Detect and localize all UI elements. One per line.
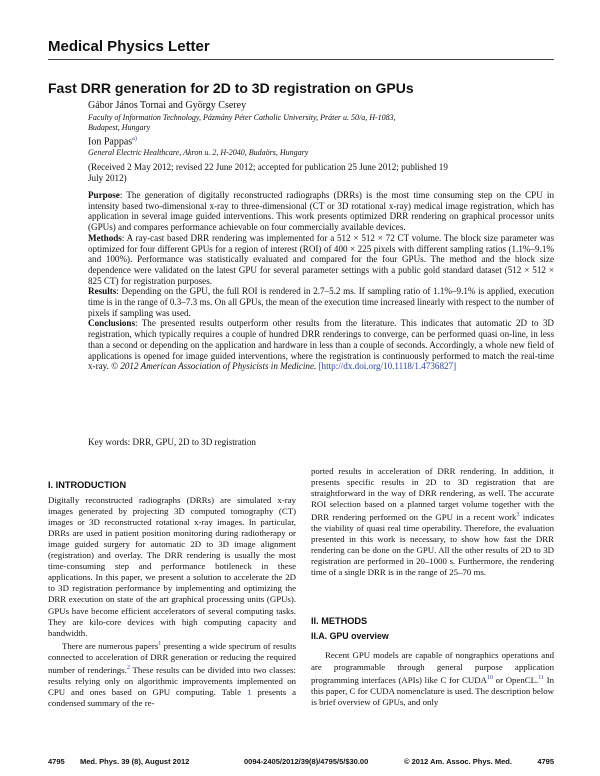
table-1-link[interactable]: 1 <box>246 686 252 697</box>
purpose-text: : The generation of digitally reconstructed radiographs (DRRs) is the most time consuming step on the CPU in intensity based two-dimensional x-ray to three-dimensional (CT or 3D rotational x-ray) medical image registration, which has application in several image guided interventions. This work presents optimized DRR rendering on graphical processor units (GPUs) and compares performance achievable on four commercially available devices. <box>88 190 554 233</box>
intro-p2-d: presents a condensed summary of the re- <box>48 686 296 708</box>
received-line2: July 2012) <box>88 172 127 183</box>
right-p1-a: ported results in acceleration of DRR rendering. In addition, it presents specific results in 2D to 3D registration that are straightforward in the way of DRR rendering, as well. The accurate ROI selection based on a planned target volume together with the DRR rendering performed on the GPU in a recent work <box>311 466 554 523</box>
footer-copyright: © 2012 Am. Assoc. Phys. Med. <box>404 757 512 766</box>
intro-paragraph-1: Digitally reconstructed radiographs (DRRs) are simulated x-ray images generated by projecting 3D computed tomography (CT) images or 3D reconstructed rotational x-ray images. In particular, DRRs are used in patient position monitoring during radiotherapy or image guided surgery for automatic 2D to 3D image alignment (registration) and overlay. The DRR rendering is usually the most time-consuming step and performance bottleneck in these applications. In this paper, we present a solution to accelerate the 2D to 3D registration performance by implementing and optimizing the DRR execution on state of the art graphical processing units (GPUs). GPUs have become efficient accelerators of several computing tasks. They are kilo-core devices with high computing capacity and bandwidth. <box>48 495 296 638</box>
affiliation-1 <box>88 113 518 133</box>
left-column <box>48 480 296 709</box>
ref-11-link[interactable]: 11 <box>538 674 544 681</box>
methods-p1-b: or OpenCL. <box>492 674 539 685</box>
abstract-copyright: © 2012 American Association of Physicists in Medicine. <box>111 361 317 372</box>
intro-p2-c: These results can be divided into two classes: results relying only on algorithmic improvements implemented on CPU and ones based on GPU computing. Table <box>48 664 296 697</box>
received-dates <box>88 162 554 183</box>
abstract-conclusions <box>88 318 554 372</box>
subsection-gpu-overview-heading: II.A. GPU overview <box>311 631 389 642</box>
article-title: Fast DRR generation for 2D to 3D registration on GPUs <box>48 80 414 96</box>
affiliation-2: General Electric Healthcare, Akron u. 2, H-2040, Budaörs, Hungary <box>88 148 309 157</box>
author-names-2 <box>88 136 137 147</box>
abstract <box>88 190 554 372</box>
affiliation-1-line2: Budapest, Hungary <box>88 123 151 132</box>
ref-2-link[interactable]: 2 <box>126 664 130 671</box>
conclusions-text: : The presented results outperform other results from the literature. This indicates that automatic 2D to 3D registration, which typically requires a couple of hundred DRR renderings to converge, can be performed quasi on-line, in less than a second or depending on the application and hardware in less than a couple of seconds. Accordingly, a whole new field of applications is opened for image guided interventions, where the registration is continuously performed to match the real-time x-ray. <box>88 318 554 372</box>
footer-page-right: 4795 <box>537 757 554 766</box>
keywords: Key words: DRR, GPU, 2D to 3D registration <box>88 437 256 447</box>
right-paragraph-1 <box>311 466 554 578</box>
results-text: : Depending on the GPU, the full ROI is rendered in 2.7–5.2 ms. If sampling ratio of 1.1%–9.1% is applied, execution time is in the range of 0.3–7.3 ms. On all GPUs, the mean of the execution time increased linearly with respect to the number of pixels if sampling was used. <box>88 286 554 318</box>
received-line1: (Received 2 May 2012; revised 22 June 2012; accepted for publication 25 June 2012; published 19 <box>88 162 448 172</box>
conclusions-label: Conclusions <box>88 318 136 329</box>
author-2: Ion Pappas <box>88 136 133 148</box>
footer-page-left: 4795 <box>48 757 65 766</box>
abstract-results <box>88 286 554 318</box>
ref-1-link[interactable]: 1 <box>158 640 162 647</box>
footer-journal-ref: Med. Phys. 39 (8), August 2012 <box>80 757 190 766</box>
abstract-methods <box>88 233 554 287</box>
ref-3-link[interactable]: 3 <box>516 512 520 519</box>
methods-text: : A ray-cast based DRR rendering was implemented for a 512 × 512 × 72 CT volume. The block size parameter was optimized for four different GPUs for a region of interest (ROI) of 400 × 225 pixels with different sampling ratios (1.1%–9.1% and 100%). Performance was statistically evaluated and compared for the four GPUs. The method and the block size dependence were validated on the latest GPU for several parameter settings with a public gold standard dataset (512 × 512 × 825 CT) for registration purposes. <box>88 232 554 286</box>
right-p1-b: indicates the viability of quasi real time operability. Therefore, the evaluation presented in this work is necessary, to show how fast the DRR rendering can be done on the GPU. All the other results of 2D to 3D registration are performed in 20–1000 s. Furthermore, the rendering time of a single DRR is in the range of 25–70 ms. <box>311 512 554 578</box>
intro-p2-a: There are numerous papers <box>62 640 159 651</box>
purpose-label: Purpose <box>88 190 120 200</box>
affiliation-1-line1: Faculty of Information Technology, Pázmány Péter Catholic University, Práter u. 50/a, H-1083, <box>88 113 396 122</box>
intro-p2-b: presenting a wide spectrum of results connected to acceleration of DRR generation or reducing the required number of renderings. <box>48 640 296 675</box>
results-label: Results <box>88 286 117 297</box>
methods-p1-a: Recent GPU models are capable of nongraphics operations and are programmable through general purpose application programming interfaces (APIs) like C for CUDA <box>311 650 554 685</box>
footer-code: 0094-2405/2012/39(8)/4795/5/$30.00 <box>244 757 369 766</box>
methods-p1-c: In this paper, C for CUDA nomenclature is used. The description below is brief overview of GPUs, and only <box>311 674 554 707</box>
journal-name: Medical Physics Letter <box>48 38 210 55</box>
header-rule <box>48 59 554 60</box>
abstract-purpose <box>88 190 554 233</box>
ref-10-link[interactable]: 10 <box>486 674 493 681</box>
right-column <box>311 466 554 708</box>
author-names-1: Gábor János Tornai and György Cserey <box>88 100 247 111</box>
author-2-footnote-link[interactable]: a) <box>132 136 137 142</box>
methods-label: Methods <box>88 232 122 243</box>
section-introduction-heading: I. INTRODUCTION <box>48 480 127 490</box>
methods-paragraph-1 <box>311 650 554 707</box>
doi-link[interactable]: [http://dx.doi.org/10.1118/1.4736827] <box>318 361 457 372</box>
section-methods-heading: II. METHODS <box>311 616 368 627</box>
intro-paragraph-2 <box>48 639 296 709</box>
